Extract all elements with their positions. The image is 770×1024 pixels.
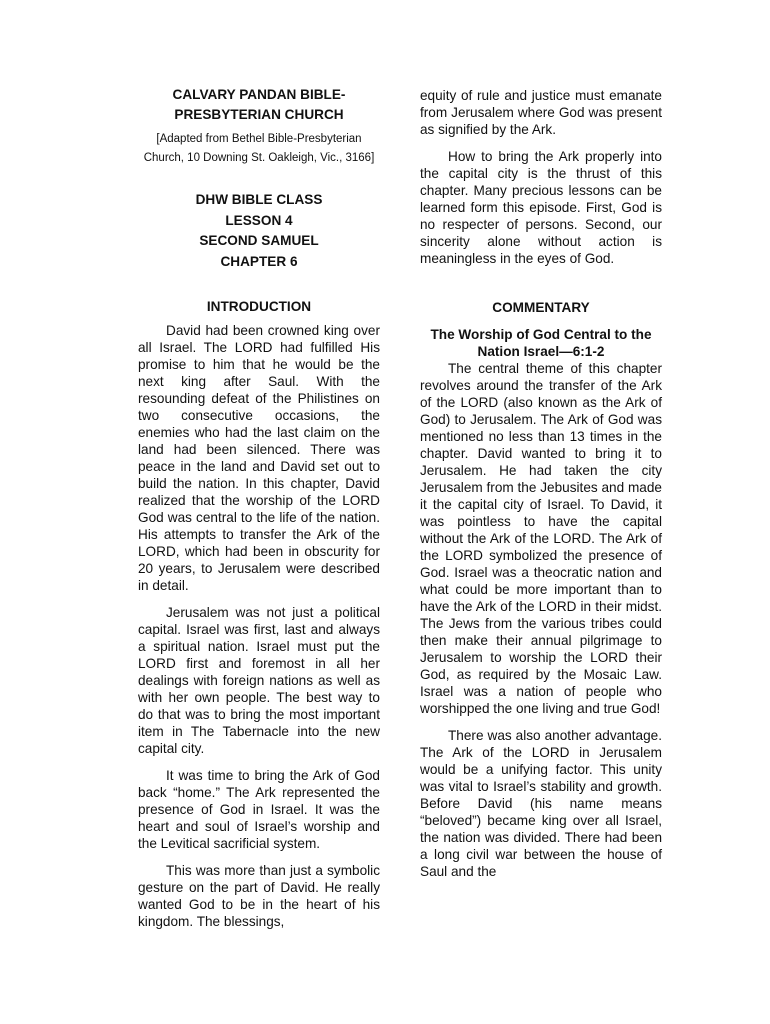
- intro-paragraph-5: How to bring the Ark properly into the capital city is the thrust of this chapter. Many precious lessons can be learned form this episode. First, God is no respecter of persons. Second, our sincerity alone without action is meaningless in the eyes of God.: [420, 149, 662, 266]
- subheading-line2: Nation Israel—6:1-2: [477, 344, 605, 359]
- section-subheading: [420, 326, 662, 360]
- commentary-paragraph-2: There was also another advantage. The Ark of the LORD in Jerusalem would be a unifying factor. This unity was vital to Israel’s stability and growth. Before David (his name means “beloved”) became king over all Israel, the nation was divided. There had been a long civil war between the house of Saul and the: [420, 728, 662, 879]
- lesson-header: [138, 190, 380, 272]
- church-header: [138, 85, 380, 168]
- class-title: DHW BIBLE CLASS: [195, 192, 323, 207]
- right-column: [420, 87, 662, 890]
- adapted-note: [138, 130, 380, 168]
- intro-paragraph-2: Jerusalem was not just a political capital. Israel was first, last and always a spiritual nation. Israel must put the LORD first and foremost in all her dealings with foreign nations as well as with her own people. The best way to do that was to bring the most important item in The Tabernacle into the new capital city.: [138, 605, 380, 756]
- commentary-heading: COMMENTARY: [492, 300, 590, 315]
- church-title-line1: CALVARY PANDAN BIBLE-: [172, 87, 346, 102]
- intro-paragraph-1: David had been crowned king over all Israel. The LORD had fulfilled His promise to him that he would be the next king after Saul. With the resounding defeat of the Philistines on two consecutive occasions, the enemies who had the last claim on the land had been silenced. There was peace in the land and David set out to build the nation. In this chapter, David realized that the worship of the LORD God was central to the life of the nation. His attempts to transfer the Ark of the LORD, which had been in obscurity for 20 years, to Jerusalem were described in detail.: [138, 323, 380, 593]
- book-title: SECOND SAMUEL: [199, 233, 319, 248]
- church-title-line2: PRESBYTERIAN CHURCH: [174, 107, 344, 122]
- intro-paragraph-4: This was more than just a symbolic gesture on the part of David. He really wanted God to be in the heart of his kingdom. The blessings,: [138, 863, 380, 929]
- chapter-title: CHAPTER 6: [220, 253, 298, 269]
- intro-paragraph-3: It was time to bring the Ark of God back “home.” The Ark represented the presence of God in Israel. It was the heart and soul of Israel’s worship and the Levitical sacrificial system.: [138, 768, 380, 851]
- adapted-line2: Church, 10 Downing St. Oakleigh, Vic., 3166]: [143, 152, 375, 164]
- commentary-paragraph-1: The central theme of this chapter revolves around the transfer of the Ark of the LORD (also known as the Ark of God) to Jerusalem. The Ark of God was mentioned no less than 13 times in the chapter. David wanted to bring it to Jerusalem. He had taken the city Jerusalem from the Jebusites and made it the capital city of Israel. To David, it was pointless to have the capital without the Ark of the LORD. The Ark of the LORD symbolized the presence of God. Israel was a theocratic nation and what could be more important than to have the Ark of the LORD in their midst. The Jews from the various tribes could then make their annual pilgrimage to Jerusalem to worship the LORD their God, as required by the Mosaic Law. Israel was a nation of people who worshipped the one living and true God!: [420, 361, 662, 716]
- introduction-heading: INTRODUCTION: [206, 299, 312, 314]
- continued-paragraph: equity of rule and justice must emanate from Jerusalem where God was present as signified by the Ark.: [420, 88, 662, 137]
- adapted-line1: [Adapted from Bethel Bible-Presbyterian: [156, 133, 362, 145]
- subheading-line1: The Worship of God Central to the: [430, 327, 652, 342]
- left-column: [138, 85, 380, 940]
- lesson-number: LESSON 4: [225, 212, 293, 228]
